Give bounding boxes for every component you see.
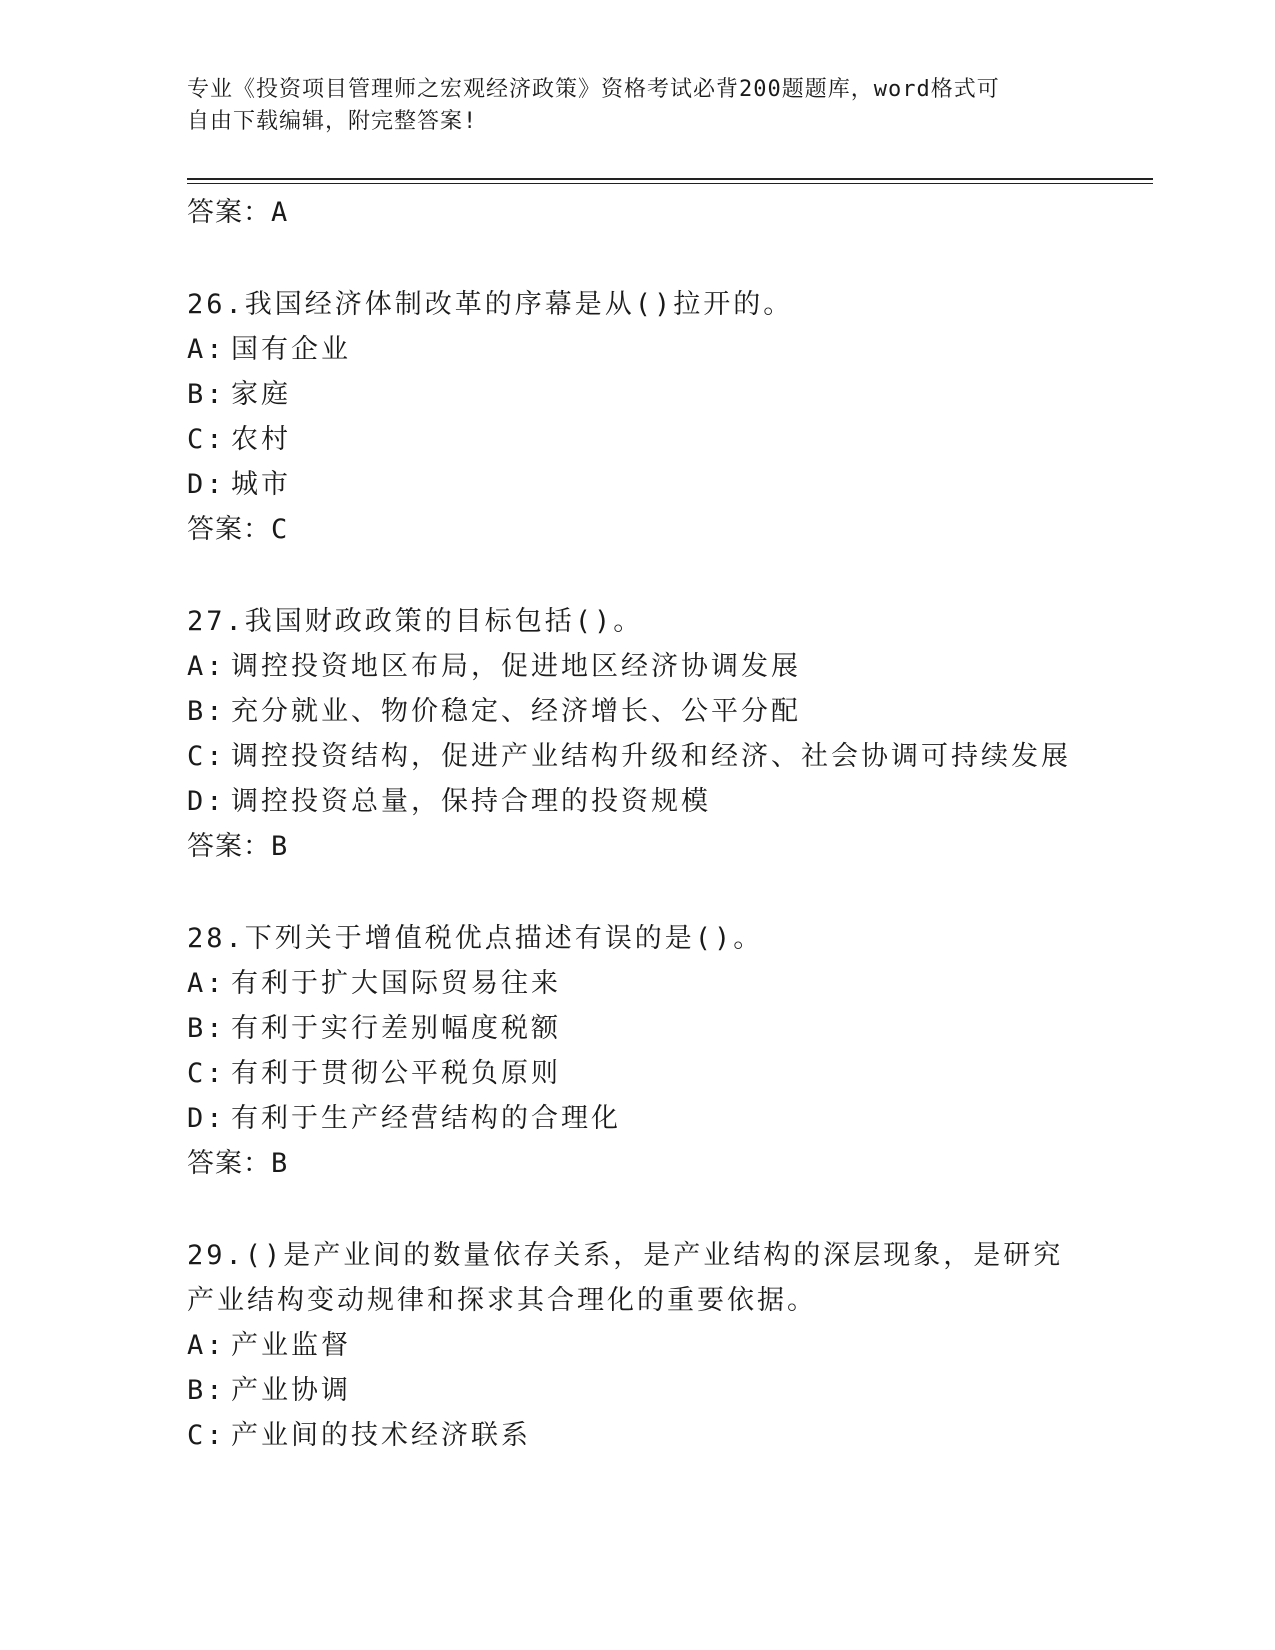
spacer xyxy=(187,552,1087,599)
spacer xyxy=(187,235,1087,282)
header-rule-thick xyxy=(187,178,1153,180)
question-stem: 28.下列关于增值税优点描述有误的是()。 xyxy=(187,923,764,954)
question-block xyxy=(187,599,1087,869)
option-c xyxy=(187,1413,1087,1458)
option-c xyxy=(187,1051,1087,1096)
answer-line: 答案：C xyxy=(187,514,289,545)
option-text: 调控投资结构，促进产业结构升级和经济、社会协调可持续发展 xyxy=(231,741,1071,772)
question-stem: 27.我国财政政策的目标包括()。 xyxy=(187,606,644,637)
header-rule-thin xyxy=(187,183,1153,184)
option-key: C: xyxy=(187,424,226,455)
option-key: A: xyxy=(187,968,226,999)
question-list xyxy=(187,190,1087,1458)
option-text: 农村 xyxy=(231,424,291,455)
option-text: 产业协调 xyxy=(231,1375,351,1406)
option-key: D: xyxy=(187,1103,226,1134)
option-key: A: xyxy=(187,334,226,365)
option-text: 有利于扩大国际贸易往来 xyxy=(231,968,561,999)
option-key: C: xyxy=(187,741,226,772)
option-a xyxy=(187,644,1087,689)
option-d xyxy=(187,779,1087,824)
question-block xyxy=(187,916,1087,1186)
option-key: C: xyxy=(187,1058,226,1089)
option-text: 国有企业 xyxy=(231,334,351,365)
option-a xyxy=(187,961,1087,1006)
option-text: 充分就业、物价稳定、经济增长、公平分配 xyxy=(231,696,801,727)
answer-line: 答案：B xyxy=(187,1148,289,1179)
option-text: 城市 xyxy=(231,469,291,500)
option-text: 有利于贯彻公平税负原则 xyxy=(231,1058,561,1089)
option-text: 调控投资总量，保持合理的投资规模 xyxy=(231,786,711,817)
option-a xyxy=(187,327,1087,372)
option-key: A: xyxy=(187,1330,226,1361)
option-b xyxy=(187,689,1087,734)
question-block xyxy=(187,282,1087,552)
question-stem: 29.()是产业间的数量依存关系，是产业结构的深层现象，是研究产业结构变动规律和探求其合理化的重要依据。 xyxy=(187,1240,1064,1316)
option-text: 产业间的技术经济联系 xyxy=(231,1420,531,1451)
option-text: 调控投资地区布局，促进地区经济协调发展 xyxy=(231,651,801,682)
option-b xyxy=(187,372,1087,417)
option-d xyxy=(187,1096,1087,1141)
option-key: C: xyxy=(187,1420,226,1451)
option-b xyxy=(187,1006,1087,1051)
option-key: D: xyxy=(187,786,226,817)
option-c xyxy=(187,417,1087,462)
option-key: A: xyxy=(187,651,226,682)
option-b xyxy=(187,1368,1087,1413)
option-d xyxy=(187,462,1087,507)
question-block xyxy=(187,1233,1087,1458)
option-text: 有利于生产经营结构的合理化 xyxy=(231,1103,621,1134)
header-line-2: 自由下载编辑，附完整答案! xyxy=(187,109,478,134)
answer-line: 答案：B xyxy=(187,831,289,862)
option-text: 产业监督 xyxy=(231,1330,351,1361)
option-a xyxy=(187,1323,1087,1368)
option-text: 家庭 xyxy=(231,379,291,410)
header-line-1: 专业《投资项目管理师之宏观经济政策》资格考试必背200题题库，word格式可 xyxy=(187,77,1000,102)
option-c xyxy=(187,734,1087,779)
spacer xyxy=(187,869,1087,916)
document-header xyxy=(187,74,1087,138)
option-text: 有利于实行差别幅度税额 xyxy=(231,1013,561,1044)
option-key: B: xyxy=(187,379,226,410)
option-key: D: xyxy=(187,469,226,500)
spacer xyxy=(187,1186,1087,1233)
option-key: B: xyxy=(187,696,226,727)
question-stem: 26.我国经济体制改革的序幕是从()拉开的。 xyxy=(187,289,794,320)
option-key: B: xyxy=(187,1375,226,1406)
answer-line: 答案：A xyxy=(187,197,289,228)
option-key: B: xyxy=(187,1013,226,1044)
